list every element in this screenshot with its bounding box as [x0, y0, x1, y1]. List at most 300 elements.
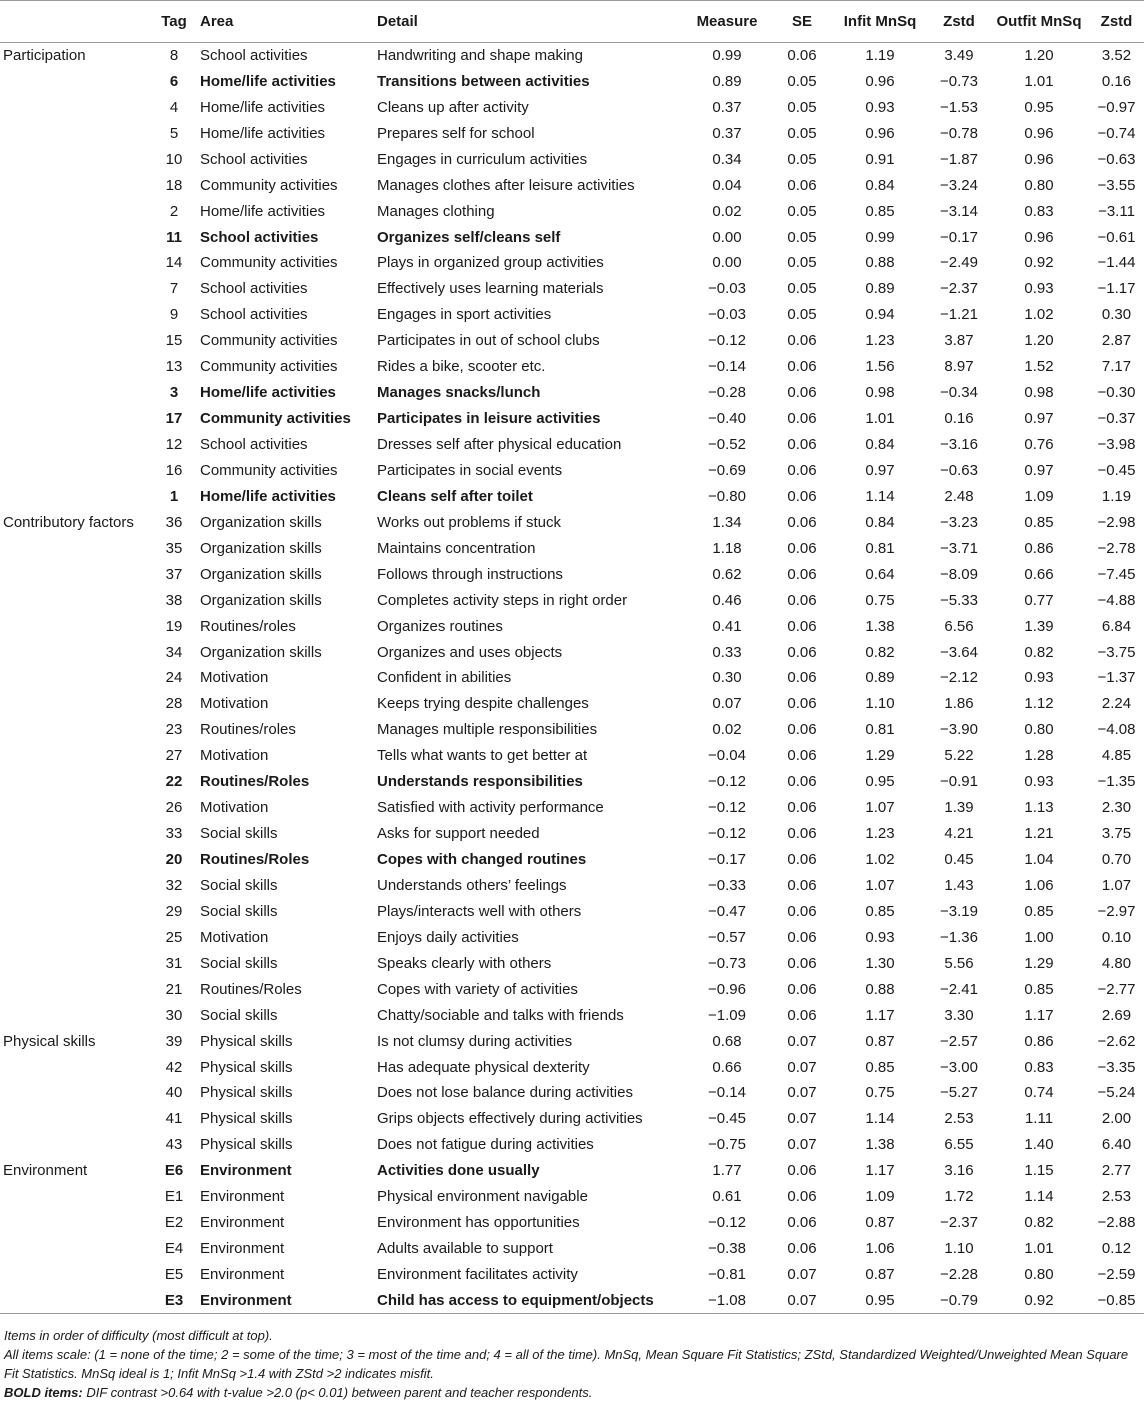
cell-infit-zstd: −2.41: [940, 980, 978, 998]
cell-outfit-mnsq: 0.97: [1024, 461, 1054, 479]
cell-measure: −0.14: [708, 358, 746, 376]
cell-measure: 0.02: [712, 721, 742, 739]
cell-area: Physical skills: [200, 1136, 293, 1154]
cell-tag: 8: [169, 47, 179, 65]
cell-outfit-mnsq: 1.20: [1024, 47, 1054, 65]
cell-outfit-mnsq: 1.14: [1024, 1188, 1054, 1206]
cell-tag: 18: [165, 176, 183, 194]
cell-detail: Follows through instructions: [377, 565, 563, 583]
cell-area: Routines/Roles: [200, 773, 310, 791]
cell-measure: 0.68: [712, 1032, 742, 1050]
cell-infit-zstd: −2.12: [940, 669, 978, 687]
header-outfit-mnsq: Outfit MnSq: [989, 1, 1089, 43]
cell-outfit-mnsq: 0.83: [1024, 202, 1054, 220]
cell-group: [0, 898, 152, 924]
cell-tag: E4: [164, 1240, 184, 1258]
cell-detail: Manages multiple responsibilities: [377, 721, 598, 739]
cell-infit-mnsq: 0.75: [865, 1084, 895, 1102]
cell-tag: 25: [165, 928, 183, 946]
cell-group: [0, 924, 152, 950]
cell-detail: Speaks clearly with others: [377, 954, 552, 972]
cell-area: Routines/roles: [200, 721, 296, 739]
cell-infit-zstd: −0.63: [940, 461, 978, 479]
cell-infit-mnsq: 1.07: [865, 876, 895, 894]
cell-infit-mnsq: 0.91: [865, 150, 895, 168]
cell-infit-zstd: 8.97: [944, 358, 974, 376]
cell-area: Community activities: [200, 254, 338, 272]
cell-se: 0.07: [787, 1058, 817, 1076]
cell-detail: Chatty/sociable and talks with friends: [377, 1006, 624, 1024]
cell-infit-zstd: −5.33: [940, 591, 978, 609]
cell-infit-mnsq: 1.56: [865, 358, 895, 376]
cell-group: [0, 1236, 152, 1262]
header-infit-zstd: Zstd: [929, 1, 989, 43]
cell-area: Routines/Roles: [200, 851, 310, 869]
cell-infit-zstd: −3.16: [940, 436, 978, 454]
cell-detail: Understands responsibilities: [377, 773, 583, 791]
cell-outfit-zstd: −2.59: [1097, 1266, 1136, 1284]
cell-outfit-zstd: 0.30: [1101, 306, 1132, 324]
cell-area: School activities: [200, 47, 308, 65]
cell-outfit-zstd: −2.62: [1097, 1032, 1136, 1050]
cell-infit-zstd: 1.43: [944, 876, 974, 894]
cell-outfit-mnsq: 1.12: [1024, 695, 1054, 713]
cell-detail: Grips objects effectively during activities: [377, 1110, 643, 1128]
cell-infit-mnsq: 0.64: [865, 565, 895, 583]
cell-detail: Organizes self/cleans self: [377, 228, 561, 246]
cell-area: Social skills: [200, 954, 278, 972]
cell-group: [0, 172, 152, 198]
cell-outfit-mnsq: 0.80: [1024, 721, 1054, 739]
cell-tag: 32: [165, 876, 183, 894]
cell-outfit-zstd: −1.17: [1097, 280, 1136, 298]
cell-tag: 10: [165, 150, 183, 168]
cell-detail: Rides a bike, scooter etc.: [377, 358, 546, 376]
table-row: [0, 172, 1144, 198]
cell-area: Community activities: [200, 410, 351, 428]
cell-se: 0.06: [787, 1214, 817, 1232]
cell-outfit-zstd: −0.63: [1097, 150, 1136, 168]
cell-infit-zstd: 1.10: [944, 1240, 974, 1258]
cell-tag: 23: [165, 721, 183, 739]
cell-se: 0.06: [787, 176, 817, 194]
cell-measure: −0.38: [708, 1240, 746, 1258]
cell-infit-mnsq: 0.87: [865, 1032, 895, 1050]
cell-group: [0, 68, 152, 94]
cell-measure: −1.09: [708, 1006, 746, 1024]
table-row: [0, 302, 1144, 328]
cell-se: 0.06: [787, 461, 817, 479]
cell-se: 0.06: [787, 513, 817, 531]
cell-group: [0, 1288, 152, 1314]
cell-outfit-zstd: −2.78: [1097, 539, 1136, 557]
table-row: [0, 639, 1144, 665]
table-row: [0, 795, 1144, 821]
cell-outfit-zstd: −0.37: [1097, 410, 1136, 428]
cell-group: [0, 587, 152, 613]
cell-infit-mnsq: 0.75: [865, 591, 895, 609]
cell-group: [0, 873, 152, 899]
cell-area: Home/life activities: [200, 124, 326, 142]
cell-tag: 43: [165, 1136, 183, 1154]
cell-tag: 35: [165, 539, 183, 557]
footnote-bold-text: DIF contrast >0.64 with t-value >2.0 (p< 0.01) between parent and teacher respondents.: [82, 1384, 593, 1400]
cell-infit-mnsq: 0.89: [865, 280, 895, 298]
cell-area: School activities: [200, 436, 308, 454]
table-row: [0, 509, 1144, 535]
cell-group: [0, 276, 152, 302]
cell-outfit-zstd: −3.35: [1097, 1058, 1136, 1076]
cell-group: [0, 1210, 152, 1236]
cell-area: Home/life activities: [200, 487, 336, 505]
cell-group: [0, 769, 152, 795]
cell-se: 0.06: [787, 851, 817, 869]
cell-area: Community activities: [200, 461, 338, 479]
cell-outfit-mnsq: 0.85: [1024, 980, 1054, 998]
cell-tag: 42: [165, 1058, 183, 1076]
table-row: [0, 561, 1144, 587]
cell-group: [0, 976, 152, 1002]
cell-group: [0, 665, 152, 691]
cell-infit-zstd: −3.71: [940, 539, 978, 557]
cell-area: Home/life activities: [200, 72, 336, 90]
cell-se: 0.06: [787, 902, 817, 920]
cell-tag: 21: [165, 980, 183, 998]
table-row: [0, 224, 1144, 250]
cell-infit-mnsq: 0.95: [831, 1288, 929, 1314]
cell-group: [0, 458, 152, 484]
cell-se: 0.05: [787, 124, 817, 142]
cell-area: Home/life activities: [200, 98, 326, 116]
cell-group: [0, 198, 152, 224]
cell-outfit-zstd: 7.17: [1101, 358, 1132, 376]
cell-outfit-zstd: 2.53: [1101, 1188, 1132, 1206]
table-row: [0, 43, 1144, 69]
table-row: [0, 1080, 1144, 1106]
cell-outfit-mnsq: 1.28: [1024, 747, 1054, 765]
cell-area: Routines/roles: [200, 617, 296, 635]
cell-infit-zstd: −8.09: [940, 565, 978, 583]
cell-measure: 0.61: [712, 1188, 742, 1206]
cell-outfit-mnsq: 0.82: [1024, 643, 1054, 661]
header-infit-mnsq: Infit MnSq: [831, 1, 929, 43]
cell-tag: 12: [165, 436, 183, 454]
cell-outfit-mnsq: 0.86: [1024, 1032, 1054, 1050]
cell-area: Home/life activities: [200, 202, 326, 220]
cell-outfit-mnsq: 0.92: [989, 1288, 1089, 1314]
cell-area: School activities: [200, 150, 308, 168]
cell-tag: 11: [166, 228, 182, 246]
cell-tag: 5: [169, 124, 179, 142]
cell-infit-zstd: 5.56: [944, 954, 974, 972]
cell-se: 0.06: [787, 669, 817, 687]
cell-tag: 14: [165, 254, 183, 272]
cell-group: [0, 1132, 152, 1158]
cell-infit-zstd: 2.53: [944, 1110, 974, 1128]
cell-area: Physical skills: [200, 1110, 293, 1128]
cell-outfit-zstd: 0.10: [1101, 928, 1132, 946]
cell-outfit-mnsq: 0.80: [1024, 1266, 1054, 1284]
cell-outfit-zstd: −2.88: [1097, 1214, 1136, 1232]
cell-outfit-zstd: −3.98: [1097, 436, 1136, 454]
header-area: Area: [196, 1, 373, 43]
cell-measure: 0.02: [712, 202, 742, 220]
cell-tag: E2: [164, 1214, 184, 1232]
cell-area: Routines/Roles: [200, 980, 302, 998]
cell-infit-mnsq: 1.29: [865, 747, 895, 765]
cell-detail: Does not lose balance during activities: [377, 1084, 633, 1102]
cell-outfit-mnsq: 1.29: [1024, 954, 1054, 972]
cell-outfit-zstd: −0.97: [1097, 98, 1136, 116]
cell-infit-mnsq: 1.10: [865, 695, 895, 713]
cell-se: 0.06: [787, 747, 817, 765]
cell-area: Community activities: [200, 332, 338, 350]
cell-detail: Participates in out of school clubs: [377, 332, 600, 350]
cell-se: 0.06: [787, 799, 817, 817]
cell-outfit-zstd: −3.75: [1097, 643, 1136, 661]
table-row: [0, 198, 1144, 224]
cell-infit-zstd: 1.86: [944, 695, 974, 713]
cell-outfit-zstd: −1.35: [1097, 773, 1136, 791]
cell-se: 0.07: [787, 1136, 817, 1154]
cell-group: Contributory factors: [3, 513, 134, 531]
cell-group: [0, 1080, 152, 1106]
cell-infit-mnsq: 0.96: [865, 72, 895, 90]
cell-outfit-zstd: 0.12: [1101, 1240, 1132, 1258]
cell-area: Motivation: [200, 695, 269, 713]
cell-area: Home/life activities: [200, 384, 336, 402]
cell-outfit-mnsq: 1.00: [1024, 928, 1054, 946]
table-row: [0, 950, 1144, 976]
cell-detail: Cleans self after toilet: [377, 487, 533, 505]
cell-measure: −0.47: [708, 902, 746, 920]
cell-infit-mnsq: 0.88: [865, 254, 895, 272]
cell-outfit-zstd: 3.52: [1101, 47, 1132, 65]
cell-se: 0.06: [787, 1188, 817, 1206]
cell-area: Physical skills: [200, 1058, 293, 1076]
cell-measure: −0.12: [708, 773, 746, 791]
cell-se: 0.07: [787, 1084, 817, 1102]
cell-measure: −0.69: [708, 461, 746, 479]
cell-se: 0.05: [787, 98, 817, 116]
cell-detail: Organizes routines: [377, 617, 503, 635]
cell-outfit-mnsq: 1.39: [1024, 617, 1054, 635]
cell-se: 0.06: [787, 721, 817, 739]
cell-area: Community activities: [200, 176, 338, 194]
cell-infit-mnsq: 1.01: [865, 410, 895, 428]
table-row: [0, 924, 1144, 950]
cell-tag: 6: [169, 72, 179, 90]
cell-measure: −0.03: [708, 280, 746, 298]
table-row: [0, 821, 1144, 847]
cell-detail: Confident in abilities: [377, 669, 512, 687]
cell-se: 0.05: [787, 254, 817, 272]
cell-measure: −0.40: [708, 410, 746, 428]
cell-outfit-mnsq: 0.92: [1024, 254, 1054, 272]
cell-outfit-mnsq: 0.95: [1024, 98, 1054, 116]
cell-detail: Participates in leisure activities: [377, 410, 601, 428]
cell-tag: 7: [169, 280, 179, 298]
cell-detail: Plays in organized group activities: [377, 254, 604, 272]
cell-infit-zstd: 3.16: [944, 1162, 974, 1180]
cell-outfit-mnsq: 0.96: [1024, 228, 1054, 246]
table-row: [0, 68, 1144, 94]
cell-se: 0.06: [787, 47, 817, 65]
cell-outfit-mnsq: 1.06: [1024, 876, 1054, 894]
table-row: [0, 1054, 1144, 1080]
cell-area: Environment: [200, 1214, 285, 1232]
cell-infit-mnsq: 0.88: [865, 980, 895, 998]
cell-se: 0.06: [787, 436, 817, 454]
cell-detail: Organizes and uses objects: [377, 643, 563, 661]
cell-measure: −0.45: [708, 1110, 746, 1128]
cell-group: [0, 224, 152, 250]
cell-tag: 28: [165, 695, 183, 713]
cell-tag: 26: [165, 799, 183, 817]
cell-outfit-mnsq: 0.93: [1024, 773, 1054, 791]
cell-detail: Works out problems if stuck: [377, 513, 561, 531]
cell-detail: Completes activity steps in right order: [377, 591, 628, 609]
cell-tag: 33: [165, 825, 183, 843]
cell-group: [0, 1054, 152, 1080]
cell-detail: Environment facilitates activity: [377, 1266, 578, 1284]
cell-tag: 16: [165, 461, 183, 479]
cell-se: 0.06: [787, 695, 817, 713]
cell-infit-zstd: 3.87: [944, 332, 974, 350]
cell-area: Organization skills: [200, 565, 322, 583]
cell-detail: Environment has opportunities: [377, 1214, 580, 1232]
cell-group: [0, 821, 152, 847]
table-row: [0, 1002, 1144, 1028]
footnote-bold: [4, 1383, 1140, 1402]
cell-area: Social skills: [200, 902, 278, 920]
cell-group: [0, 1262, 152, 1288]
cell-measure: −0.12: [708, 825, 746, 843]
cell-outfit-mnsq: 0.98: [1024, 384, 1054, 402]
cell-infit-mnsq: 1.19: [865, 47, 895, 65]
cell-measure: 0.37: [712, 98, 742, 116]
table-row: [0, 665, 1144, 691]
cell-infit-mnsq: 0.85: [865, 202, 895, 220]
cell-infit-mnsq: 1.06: [865, 1240, 895, 1258]
cell-infit-zstd: −3.64: [940, 643, 978, 661]
cell-measure: −0.57: [708, 928, 746, 946]
cell-infit-mnsq: 1.23: [865, 825, 895, 843]
cell-detail: Has adequate physical dexterity: [377, 1058, 590, 1076]
table-row: [0, 1184, 1144, 1210]
cell-tag: 24: [165, 669, 183, 687]
cell-se: 0.06: [787, 954, 817, 972]
cell-detail: Is not clumsy during activities: [377, 1032, 573, 1050]
cell-infit-mnsq: 0.81: [865, 721, 895, 739]
cell-tag: 38: [165, 591, 183, 609]
cell-area: Organization skills: [200, 643, 322, 661]
cell-area: Environment: [200, 1162, 292, 1180]
cell-group: [0, 406, 152, 432]
cell-group: [0, 795, 152, 821]
cell-infit-zstd: 5.22: [944, 747, 974, 765]
cell-outfit-zstd: 2.00: [1101, 1110, 1132, 1128]
cell-detail: Manages clothing: [377, 202, 495, 220]
cell-measure: 0.89: [712, 72, 742, 90]
cell-infit-zstd: −1.36: [940, 928, 978, 946]
cell-outfit-mnsq: 1.02: [1024, 306, 1054, 324]
cell-infit-zstd: −0.34: [940, 384, 978, 402]
cell-se: 0.06: [787, 565, 817, 583]
cell-detail: Satisfied with activity performance: [377, 799, 604, 817]
cell-area: Motivation: [200, 928, 269, 946]
cell-infit-zstd: 1.39: [944, 799, 974, 817]
cell-measure: −0.17: [708, 851, 746, 869]
cell-area: Social skills: [200, 1006, 278, 1024]
cell-tag: 1: [169, 487, 179, 505]
cell-group: Participation: [3, 47, 86, 65]
table-row: [0, 1106, 1144, 1132]
cell-outfit-zstd: −0.61: [1097, 228, 1136, 246]
cell-measure: −0.96: [708, 980, 746, 998]
cell-se: 0.06: [787, 358, 817, 376]
cell-infit-mnsq: 0.82: [865, 643, 895, 661]
table-row: [0, 587, 1144, 613]
cell-measure: −0.81: [708, 1266, 746, 1284]
cell-outfit-mnsq: 1.09: [1024, 487, 1054, 505]
cell-tag: 39: [165, 1032, 183, 1050]
cell-se: 0.05: [787, 280, 817, 298]
cell-detail: Handwriting and shape making: [377, 47, 583, 65]
cell-infit-mnsq: 0.85: [865, 902, 895, 920]
cell-outfit-mnsq: 0.83: [1024, 1058, 1054, 1076]
cell-se: 0.05: [787, 228, 817, 246]
cell-se: 0.06: [787, 1006, 817, 1024]
cell-group: [0, 120, 152, 146]
cell-infit-mnsq: 0.98: [865, 384, 895, 402]
cell-measure: 0.34: [712, 150, 742, 168]
cell-measure: −1.08: [681, 1288, 773, 1314]
cell-outfit-zstd: −1.37: [1097, 669, 1136, 687]
cell-infit-zstd: −3.24: [940, 176, 978, 194]
cell-detail: Participates in social events: [377, 461, 563, 479]
cell-area: Motivation: [200, 799, 269, 817]
table-row: [0, 1236, 1144, 1262]
cell-measure: −0.52: [708, 436, 746, 454]
cell-infit-zstd: −5.27: [940, 1084, 978, 1102]
table-row: [0, 873, 1144, 899]
cell-detail: Does not fatigue during activities: [377, 1136, 594, 1154]
cell-outfit-mnsq: 0.76: [1024, 436, 1054, 454]
cell-tag: 41: [165, 1110, 183, 1128]
cell-infit-zstd: −2.28: [940, 1266, 978, 1284]
cell-outfit-zstd: −0.74: [1097, 124, 1136, 142]
table-body: [0, 43, 1144, 1314]
cell-outfit-mnsq: 0.93: [1024, 280, 1054, 298]
cell-measure: 0.46: [712, 591, 742, 609]
cell-area: Environment: [200, 1240, 285, 1258]
table-row: [0, 406, 1144, 432]
cell-detail: Engages in curriculum activities: [377, 150, 588, 168]
cell-se: 0.06: [787, 384, 817, 402]
cell-measure: −0.73: [708, 954, 746, 972]
cell-infit-mnsq: 0.87: [865, 1214, 895, 1232]
cell-group: [0, 354, 152, 380]
cell-tag: 36: [165, 513, 183, 531]
cell-infit-mnsq: 0.84: [865, 436, 895, 454]
cell-group: [0, 1002, 152, 1028]
cell-tag: 20: [165, 851, 183, 869]
cell-outfit-zstd: 2.69: [1101, 1006, 1132, 1024]
header-se: SE: [773, 1, 831, 43]
cell-outfit-mnsq: 0.96: [1024, 150, 1054, 168]
cell-outfit-zstd: 1.19: [1101, 487, 1132, 505]
